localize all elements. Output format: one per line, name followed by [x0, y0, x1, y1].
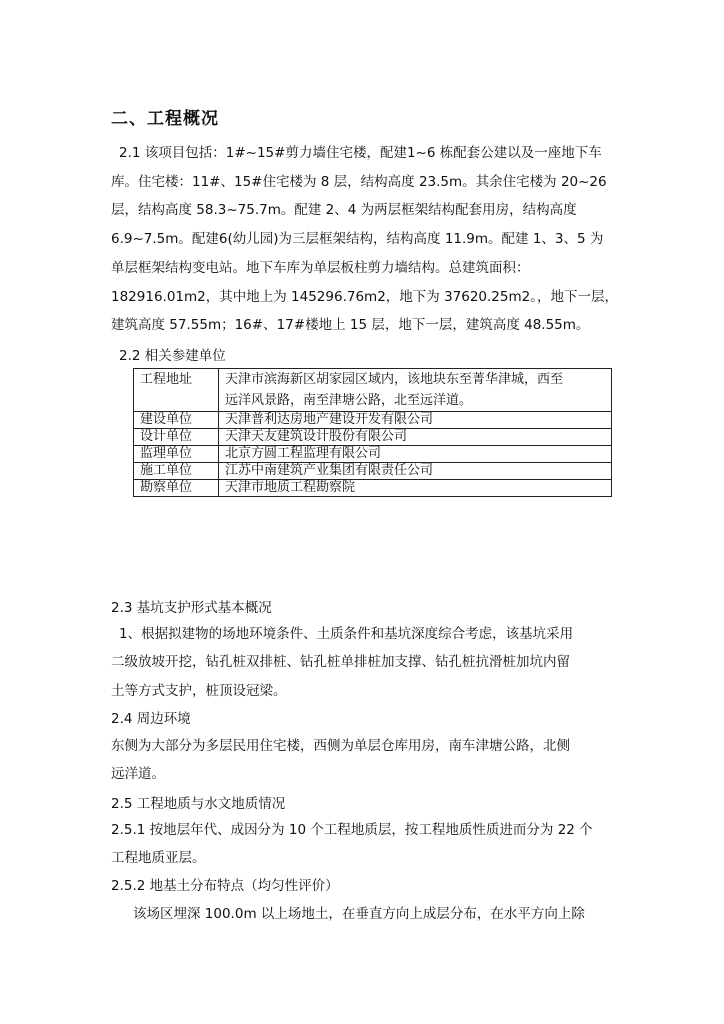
table-row	[134, 429, 612, 446]
row-value	[219, 369, 612, 412]
section-title: 二、工程概况	[111, 109, 219, 129]
row-label: 施工单位	[134, 463, 219, 480]
table-row	[134, 480, 612, 497]
units-heading: 2.2 相关参建单位	[119, 348, 226, 364]
surroundings-heading: 2.4 周边环境	[111, 711, 191, 727]
surroundings-line: 远洋道。	[111, 766, 165, 782]
overview-line: 2.1 该项目包括：1#~15#剪力墙住宅楼，配建1~6 栋配套公建以及一座地下车	[119, 145, 602, 161]
table-row	[134, 446, 612, 463]
support-line: 土等方式支护，桩顶设冠梁。	[111, 683, 287, 699]
row-label: 工程地址	[134, 369, 219, 412]
row-value: 天津市地质工程勘察院	[219, 480, 612, 497]
table-row	[134, 463, 612, 480]
row-value: 天津普利达房地产建设开发有限公司	[219, 412, 612, 429]
overview-line: 库。住宅楼：11#、15#住宅楼为 8 层，结构高度 23.5m。其余住宅楼为 20~26	[111, 174, 607, 190]
geology-line: 工程地质亚层。	[111, 850, 206, 866]
overview-line: 6.9~7.5m。配建6(幼儿园)为三层框架结构，结构高度 11.9m。配建 1、3、5 为	[111, 231, 604, 247]
geology-subheading: 2.5.2 地基土分布特点（均匀性评价）	[111, 878, 339, 894]
participating-units-table	[133, 368, 612, 497]
support-line: 1、根据拟建物的场地环境条件、土质条件和基坑深度综合考虑，该基坑采用	[119, 626, 574, 642]
row-label: 建设单位	[134, 412, 219, 429]
geology-heading: 2.5 工程地质与水文地质情况	[111, 796, 286, 812]
address-line-2: 远洋风景路，南至津塘公路，北至远洋道。	[225, 393, 473, 408]
table-row	[134, 412, 612, 429]
table-row	[134, 369, 612, 412]
support-line: 二级放坡开挖，钻孔桩双排桩、钻孔桩单排桩加支撑、钻孔桩抗滑桩加坑内留	[111, 654, 570, 670]
geology-line: 2.5.1 按地层年代、成因分为 10 个工程地质层，按工程地质性质进而分为 22 个	[111, 822, 593, 838]
row-value: 天津天友建筑设计股份有限公司	[219, 429, 612, 446]
support-heading: 2.3 基坑支护形式基本概况	[111, 600, 272, 616]
row-label: 勘察单位	[134, 480, 219, 497]
row-label: 设计单位	[134, 429, 219, 446]
row-label: 监理单位	[134, 446, 219, 463]
overview-line: 层，结构高度 58.3~75.7m。配建 2、4 为两层框架结构配套用房，结构高度	[111, 202, 577, 218]
geology-line: 该场区埋深 100.0m 以上场地土，在垂直方向上成层分布，在水平方向上除	[133, 906, 585, 922]
row-value: 北京方圆工程监理有限公司	[219, 446, 612, 463]
row-value: 江苏中南建筑产业集团有限责任公司	[219, 463, 612, 480]
address-line-1: 天津市滨海新区胡家园区域内，该地块东至菁华津城，西至	[225, 372, 564, 387]
overview-line: 单层框架结构变电站。地下车库为单层板柱剪力墙结构。总建筑面积：	[111, 260, 530, 276]
overview-line: 182916.01m2，其中地上为 145296.76m2，地下为 37620.25m2。，地下一层，	[111, 289, 618, 305]
surroundings-line: 东侧为大部分为多层民用住宅楼，西侧为单层仓库用房，南车津塘公路，北侧	[111, 738, 570, 754]
overview-line: 建筑高度 57.55m；16#、17#楼地上 15 层，地下一层，建筑高度 48.55m。	[111, 317, 590, 333]
